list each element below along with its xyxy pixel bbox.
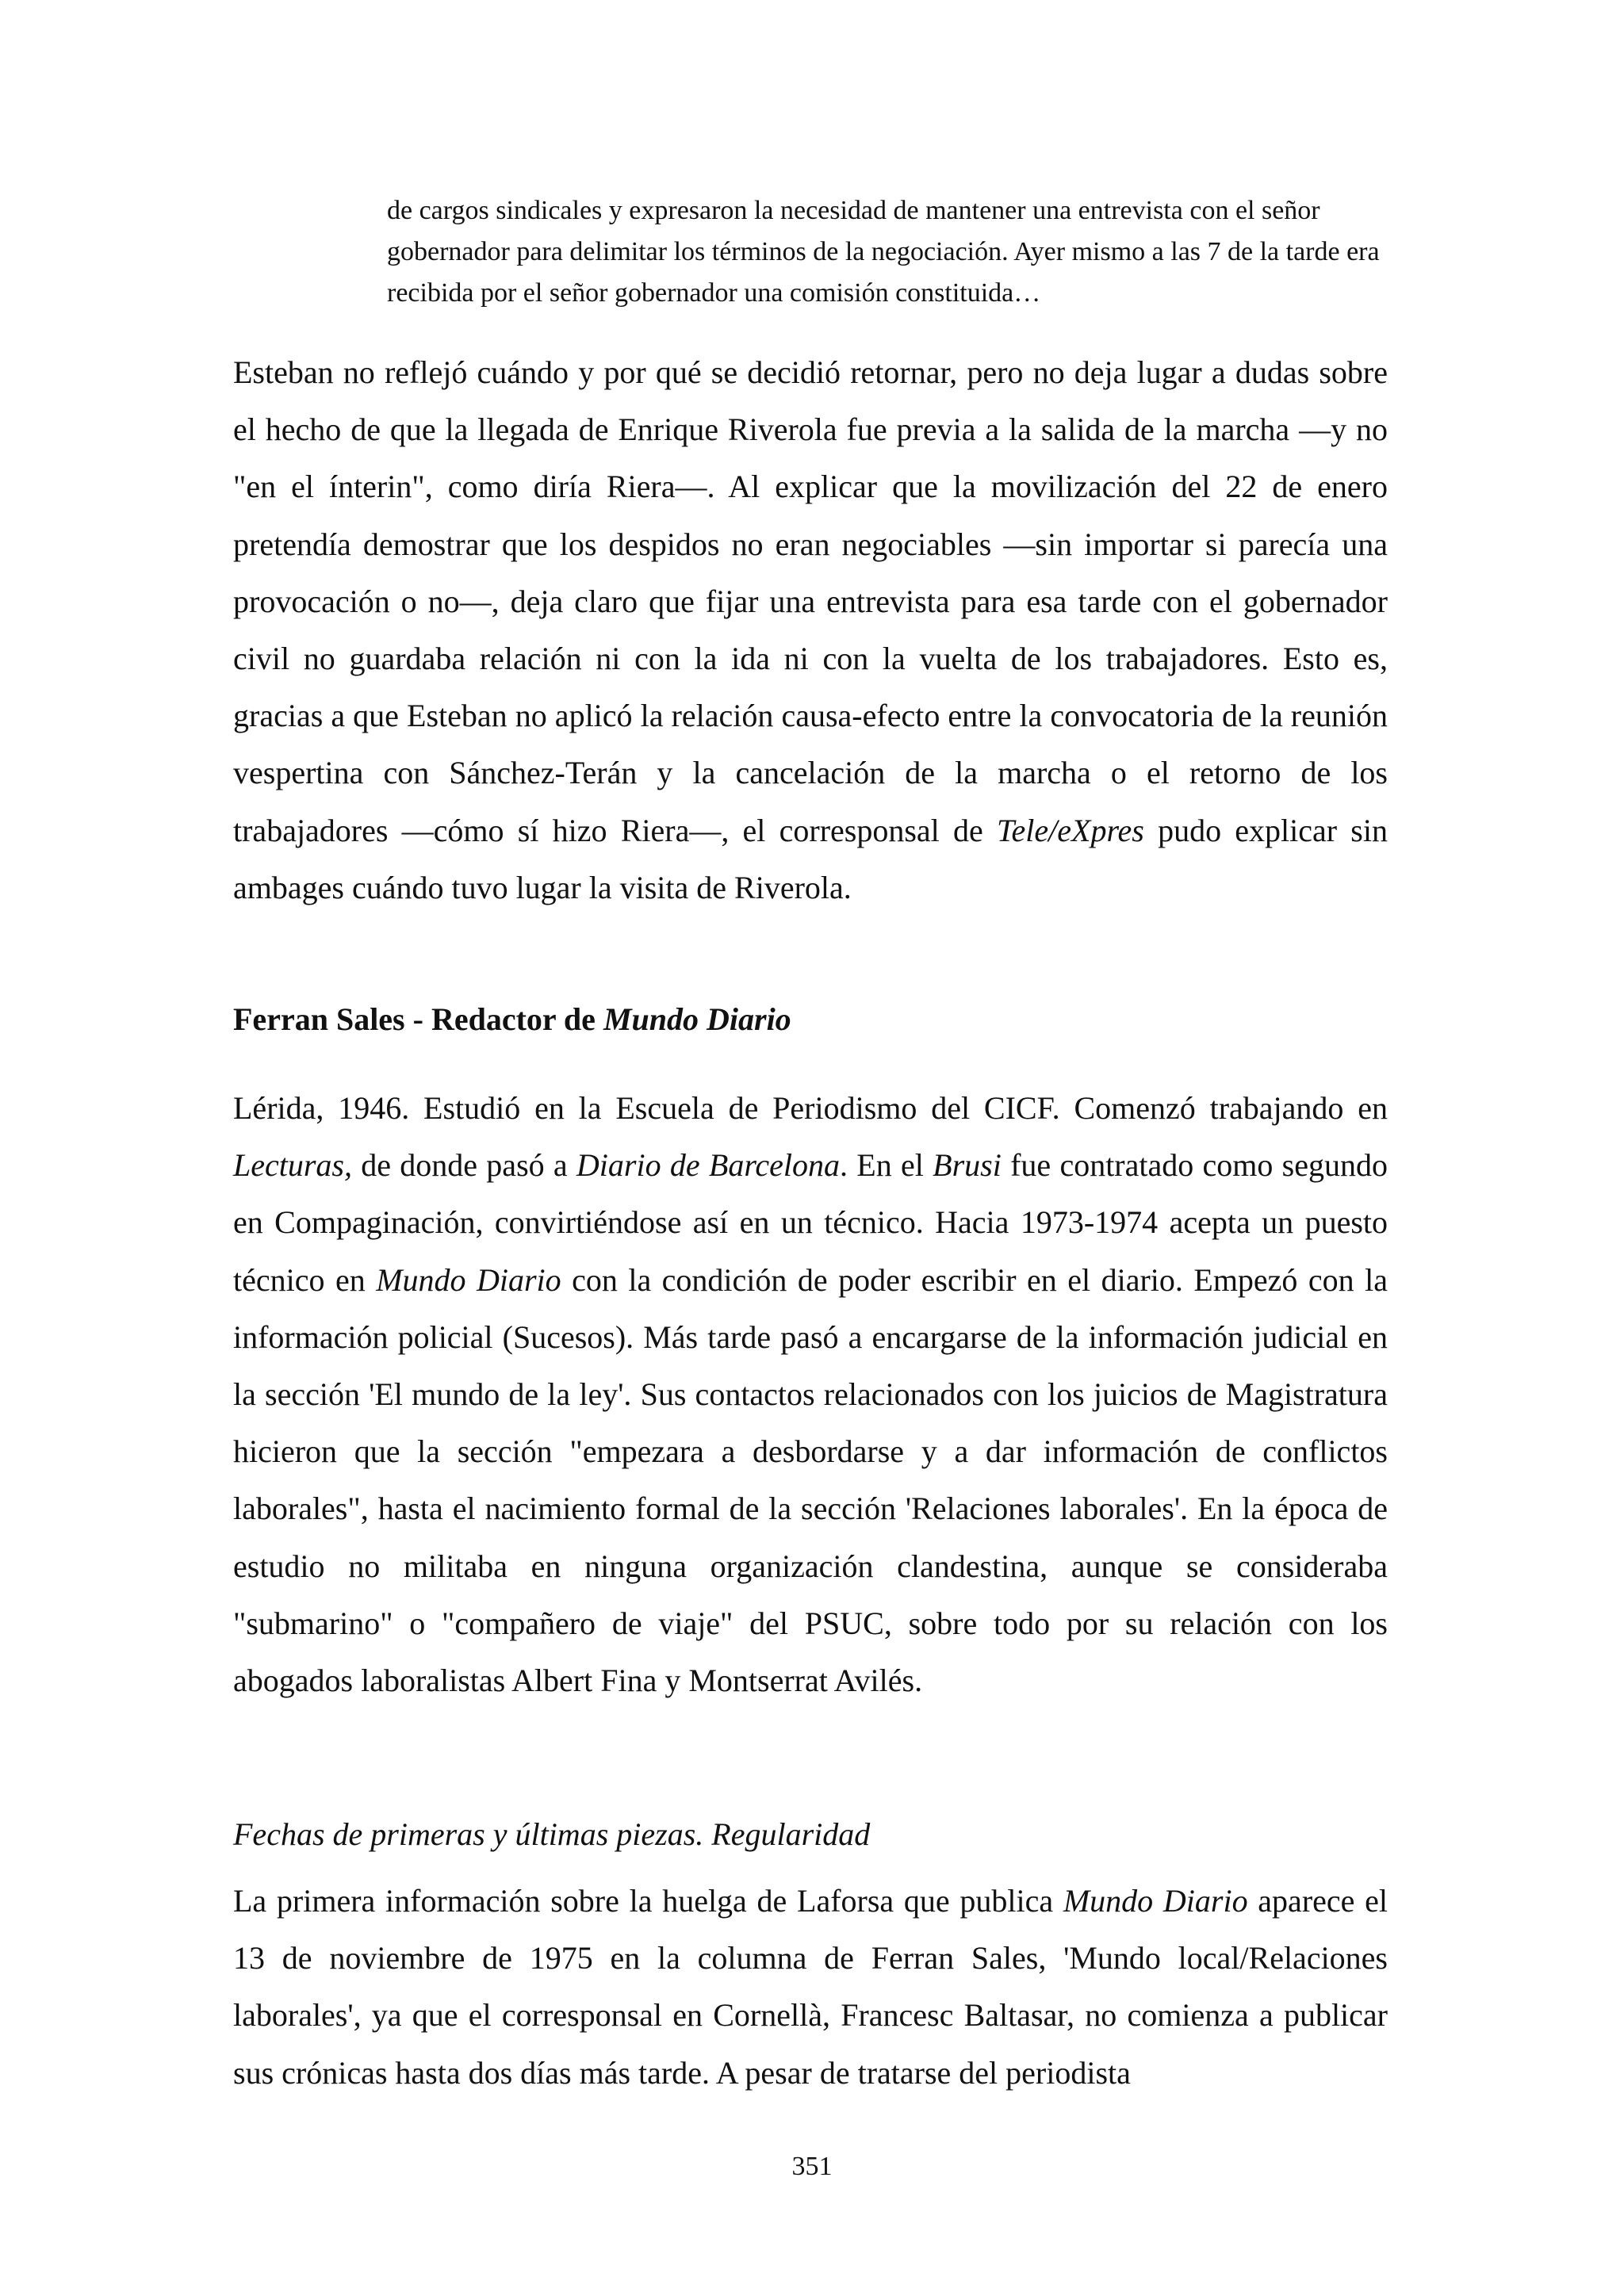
publication-title: Mundo Diario — [1063, 1883, 1248, 1919]
paragraph-laforsa — [233, 1873, 1388, 2102]
paragraph-text: de donde pasó a — [352, 1147, 576, 1184]
paragraph-biography — [233, 1080, 1388, 1709]
publication-title: Brusi — [933, 1147, 1002, 1184]
section-subheading-fechas: Fechas de primeras y últimas piezas. Regularidad — [233, 1816, 871, 1852]
block-quote: de cargos sindicales y expresaron la necesidad de mantener una entrevista con el señor gobernador para delimitar los términos de la negociación. Ayer mismo a las 7 de la tarde era recibida por el señor gobernador una comisión constituida… — [387, 196, 1380, 308]
heading-text: Ferran Sales - Redactor de — [233, 1001, 603, 1037]
paragraph-text: fue contratado como segundo en Compaginación, convirtiéndose así en un técnico. Hacia 1973-1974 acepta un puesto técnico en — [233, 1147, 1388, 1298]
paragraph-text: La primera información sobre la huelga de Laforsa que publica — [233, 1883, 1063, 1919]
publication-title: Mundo Diario — [376, 1261, 561, 1298]
publication-title: Diario de Barcelona — [576, 1147, 841, 1184]
paragraph-esteban — [233, 344, 1388, 916]
paragraph-text: Lérida, 1946. Estudió en la Escuela de Periodismo del CICF. Comenzó trabajando en — [233, 1090, 1388, 1126]
section-heading-ferran-sales — [233, 996, 1388, 1043]
page-number: 351 — [791, 2152, 833, 2181]
publication-title: Tele/eXpres — [996, 812, 1144, 848]
paragraph-text: pudo explicar sin ambages cuándo tuvo lugar la visita de Riverola. — [233, 812, 1388, 905]
paragraph-text: Esteban no reflejó cuándo y por qué se decidió retornar, pero no deja lugar a dudas sobre el hecho de que la llegada de Enrique Riverola fue previa a la salida de la marcha —y no "en el ínterin", como diría Riera—. Al explicar que la movilización del 22 de enero pretendía demostrar que los despidos no eran negociables —sin importar si parecía una provocación o no—, deja claro que fijar una entrevista para esa tarde con el gobernador civil no guardaba relación ni con la ida ni con la vuelta de los trabajadores. Esto es, gracias a que Esteban no aplicó la relación causa-efecto entre la convocatoria de la reunión vespertina con Sánchez-Terán y la cancelación de la marcha o el retorno de los trabajadores —cómo sí hizo Riera—, el corresponsal de — [233, 354, 1388, 848]
paragraph-text: con la condición de poder escribir en el diario. Empezó con la información policial (Sucesos). Más tarde pasó a encargarse de la información judicial en la sección 'El mundo de la ley'. Sus contactos relacionados con los juicios de Magistratura hicieron que la sección "empezara a desbordarse y a dar información de conflictos laborales", hasta el nacimiento formal de la sección 'Relaciones laborales'. En la época de estudio no militaba en ninguna organización clandestina, aunque se consideraba "submarino" o "compañero de viaje" del PSUC, sobre todo por su relación con los abogados laboralistas Albert Fina y Montserrat Avilés. — [233, 1261, 1388, 1699]
paragraph-text: aparece el 13 de noviembre de 1975 en la columna de Ferran Sales, 'Mundo local/Relaciones laborales', ya que el corresponsal en Cornellà, Francesc Baltasar, no comienza a publicar sus crónicas hasta dos días más tarde. A pesar de tratarse del periodista — [233, 1883, 1388, 2091]
paragraph-text: . En el — [840, 1147, 933, 1184]
heading-publication-title: Mundo Diario — [603, 1001, 791, 1037]
publication-title: Lecturas, — [233, 1147, 352, 1184]
